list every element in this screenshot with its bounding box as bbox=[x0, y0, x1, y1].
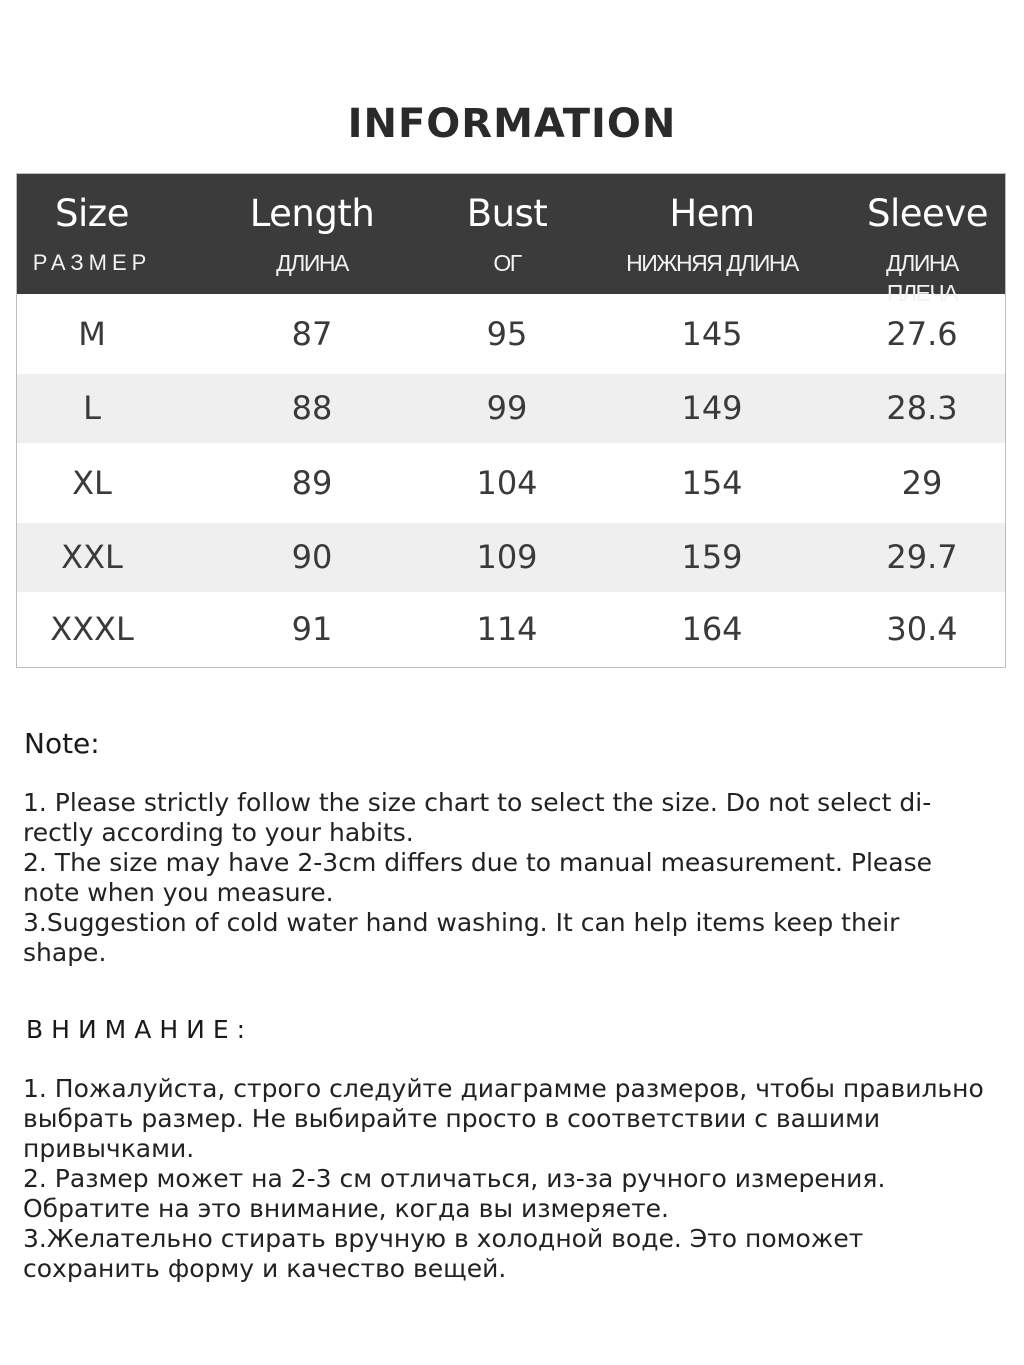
header-hem-ru: НИЖНЯЯ ДЛИНА bbox=[626, 250, 798, 276]
note-ru-item-3: 3.Желательно стирать вручную в холодной воде. Это поможет сохранить форму и качество вещей. bbox=[23, 1224, 864, 1283]
cell-length: 90 bbox=[291, 538, 333, 576]
cell-hem: 145 bbox=[681, 315, 743, 353]
cell-bust: 104 bbox=[476, 464, 538, 502]
header-hem-en: Hem bbox=[669, 192, 755, 235]
table-row bbox=[17, 523, 1005, 592]
cell-hem: 149 bbox=[681, 389, 743, 427]
cell-hem: 154 bbox=[681, 464, 743, 502]
note-item-3: 3.Suggestion of cold water hand washing. It can help items keep their shape. bbox=[23, 908, 900, 967]
header-bust-ru: ОГ bbox=[493, 250, 521, 276]
cell-size: L bbox=[83, 389, 101, 427]
cell-length: 87 bbox=[291, 315, 333, 353]
header-sleeve-ru: ДЛИНА ПЛЕЧА bbox=[886, 250, 958, 306]
cell-bust: 95 bbox=[486, 315, 528, 353]
cell-length: 89 bbox=[291, 464, 333, 502]
size-table bbox=[16, 173, 1006, 668]
cell-size: XXXL bbox=[50, 610, 134, 648]
header-sleeve bbox=[867, 174, 988, 306]
header-length bbox=[167, 174, 457, 294]
cell-hem: 159 bbox=[681, 538, 743, 576]
cell-hem: 164 bbox=[681, 610, 743, 648]
page-title: INFORMATION bbox=[347, 101, 677, 147]
cell-bust: 99 bbox=[486, 389, 528, 427]
cell-bust: 114 bbox=[476, 610, 538, 648]
header-bust bbox=[457, 174, 557, 294]
header-size-en: Size bbox=[55, 192, 129, 235]
header-length-en: Length bbox=[249, 192, 375, 235]
header-length-ru: ДЛИНА bbox=[276, 250, 348, 276]
header-size-ru: РАЗМЕР bbox=[32, 250, 152, 275]
header-hem bbox=[557, 174, 867, 294]
note-item-2: 2. The size may have 2-3cm differs due to manual measurement. Please note when you measure. bbox=[23, 848, 933, 907]
cell-size: M bbox=[78, 315, 106, 353]
cell-sleeve: 27.6 bbox=[886, 315, 958, 353]
cell-size: XL bbox=[72, 464, 112, 502]
header-size bbox=[17, 174, 167, 294]
table-header bbox=[17, 174, 1005, 306]
cell-sleeve: 28.3 bbox=[886, 389, 958, 427]
cell-bust: 109 bbox=[476, 538, 538, 576]
note-heading: Note: bbox=[24, 727, 100, 760]
table-row bbox=[17, 443, 1005, 523]
table-row bbox=[17, 374, 1005, 443]
cell-length: 88 bbox=[291, 389, 333, 427]
cell-sleeve: 29.7 bbox=[886, 538, 958, 576]
note-ru-heading: ВНИМАНИЕ: bbox=[26, 1015, 254, 1044]
cell-length: 91 bbox=[291, 610, 333, 648]
table-row bbox=[17, 592, 1005, 667]
note-item-1: 1. Please strictly follow the size chart to select the size. Do not select di- rectly according to your habits. bbox=[23, 788, 932, 847]
header-bust-en: Bust bbox=[466, 192, 548, 235]
cell-size: XXL bbox=[61, 538, 123, 576]
note-ru-item-1: 1. Пожалуйста, строго следуйте диаграмме размеров, чтобы правильно выбрать размер. Не выбирайте просто в соответствии с вашими привычками. bbox=[23, 1074, 984, 1163]
table-row bbox=[17, 294, 1005, 374]
note-ru-item-2: 2. Размер может на 2-3 см отличаться, из-за ручного измерения. Обратите на это внимание, когда вы измеряете. bbox=[23, 1164, 886, 1223]
header-sleeve-en: Sleeve bbox=[867, 192, 988, 235]
cell-sleeve: 30.4 bbox=[886, 610, 958, 648]
cell-sleeve: 29 bbox=[901, 464, 943, 502]
